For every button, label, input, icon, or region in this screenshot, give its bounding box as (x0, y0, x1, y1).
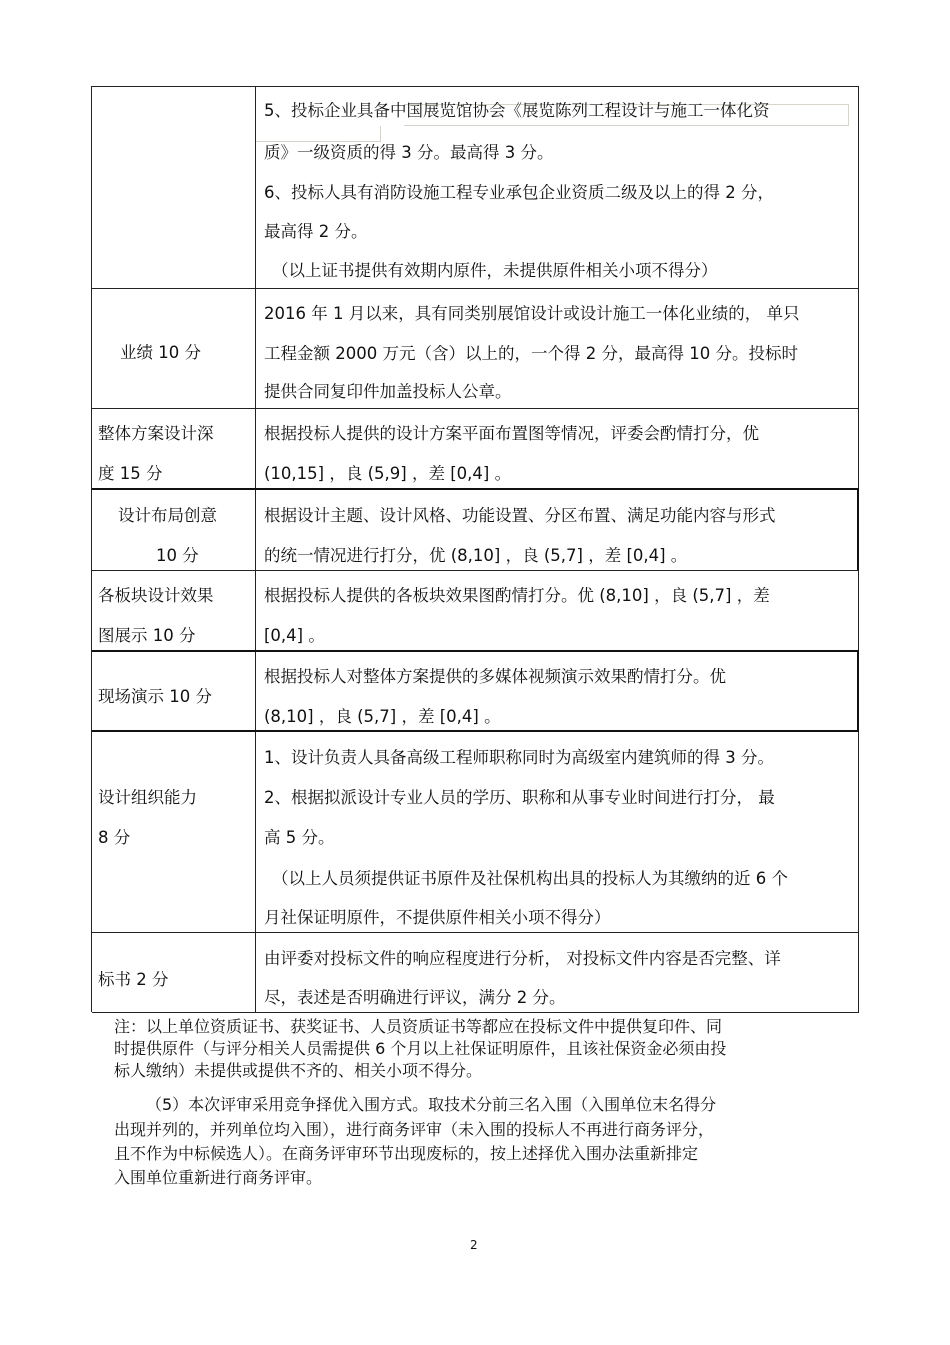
row-label: 整体方案设计深 (98, 424, 214, 443)
paragraph-line: 出现并列的，并列单位均入围），进行商务评审（未入围的投标人不再进行商务评分， (114, 1120, 715, 1139)
row-content-line: 2016 年 1 月以来，具有同类别展馆设计或设计施工一体化业绩的， 单只 (264, 304, 800, 323)
row-content-cell (256, 571, 859, 650)
row-label-cell (92, 289, 256, 408)
table-row (92, 571, 859, 652)
row-content-line: (8,10] ，良 (5,7] ，差 [0,4] 。 (264, 707, 501, 726)
paragraph-line: 入围单位重新进行商务评审。 (114, 1168, 323, 1187)
row-content-line: 5、投标企业具备中国展览馆协会《展览陈列工程设计与施工一体化资 (264, 101, 770, 120)
row-content-line: 根据投标人对整体方案提供的多媒体视频演示效果酌情打分。优 (264, 667, 726, 686)
row-content-line: 提供合同复印件加盖投标人公章。 (264, 382, 512, 401)
row-content-line: 的统一情况进行打分，优 (8,10] ，良 (5,7] ，差 [0,4] 。 (264, 546, 688, 565)
row-content-cell (256, 289, 859, 408)
row-content-line: 根据投标人提供的设计方案平面布置图等情况，评委会酌情打分，优 (264, 424, 759, 443)
note-line: 注：以上单位资质证书、获奖证书、人员资质证书等都应在投标文件中提供复印件、同 (114, 1017, 723, 1036)
row-content-line: 最高得 2 分。 (264, 222, 368, 241)
row-label: 图展示 10 分 (98, 626, 196, 645)
row-content-line: 质》一级资质的得 3 分。最高得 3 分。 (264, 143, 554, 162)
row-label-cell (92, 652, 256, 730)
page-number: 2 (470, 1238, 478, 1252)
row-label-cell (92, 87, 256, 288)
row-label: 10 分 (156, 546, 199, 565)
row-content-line: 工程金额 2000 万元（含）以上的，一个得 2 分，最高得 10 分。投标时 (264, 344, 798, 363)
row-label: 度 15 分 (98, 464, 163, 483)
table-row (92, 289, 859, 409)
row-content-line: 月社保证明原件，不提供原件相关小项不得分） (264, 908, 611, 927)
scoring-table (91, 86, 859, 1012)
row-label-cell (92, 409, 256, 488)
row-label-cell (92, 571, 256, 650)
row-content-line: 高 5 分。 (264, 828, 335, 847)
row-content-line: (10,15] ，良 (5,9] ，差 [0,4] 。 (264, 464, 512, 483)
row-content-cell (256, 652, 859, 730)
table-row (92, 490, 859, 571)
row-content-line: 1、设计负责人具备高级工程师职称同时为高级室内建筑师的得 3 分。 (264, 748, 774, 767)
paragraph-line: （5）本次评审采用竞争择优入围方式。取技术分前三名入围（入围单位末名得分 (146, 1095, 717, 1114)
highlight-frame (256, 126, 381, 142)
paragraph-line: 且不作为中标候选人）。在商务评审环节出现废标的，按上述择优入围办法重新排定 (114, 1144, 699, 1163)
row-label: 设计布局创意 (118, 506, 217, 525)
row-content-cell (256, 933, 859, 1012)
table-row (92, 87, 859, 289)
row-label: 标书 2 分 (98, 970, 169, 989)
row-content-line: （以上证书提供有效期内原件，未提供原件相关小项不得分） (272, 261, 718, 280)
row-content-cell (256, 87, 859, 288)
row-content-line: 根据设计主题、设计风格、功能设置、分区布置、满足功能内容与形式 (264, 506, 776, 525)
row-content-line: （以上人员须提供证书原件及社保机构出具的投标人为其缴纳的近 6 个 (272, 869, 788, 888)
row-label: 现场演示 10 分 (98, 687, 212, 706)
table-row (92, 652, 859, 732)
row-label-cell (92, 490, 256, 570)
row-content-line: [0,4] 。 (264, 626, 325, 645)
note-line: 时提供原件（与评分相关人员需提供 6 个月以上社保证明原件，且该社保资金必须由投 (114, 1039, 727, 1058)
row-content-line: 根据投标人提供的各板块效果图酌情打分。优 (8,10] ，良 (5,7] ，差 (264, 586, 770, 605)
row-content-line: 6、投标人具有消防设施工程专业承包企业资质二级及以上的得 2 分， (264, 183, 774, 202)
row-content-cell (256, 409, 859, 488)
row-label: 8 分 (98, 828, 131, 847)
table-row (92, 933, 859, 1013)
row-content-line: 尽，表述是否明确进行评议，满分 2 分。 (264, 988, 566, 1007)
row-content-line: 由评委对投标文件的响应程度进行分析， 对投标文件内容是否完整、详 (264, 949, 781, 968)
row-label: 业绩 10 分 (120, 343, 201, 362)
row-label: 各板块设计效果 (98, 586, 214, 605)
row-content-cell (256, 732, 859, 932)
row-content-cell (256, 490, 859, 570)
table-row (92, 732, 859, 933)
row-label: 设计组织能力 (98, 788, 197, 807)
table-row (92, 409, 859, 490)
row-content-line: 2、根据拟派设计专业人员的学历、职称和从事专业时间进行打分， 最 (264, 788, 775, 807)
note-line: 标人缴纳）未提供或提供不齐的、相关小项不得分。 (114, 1061, 483, 1080)
row-label-cell (92, 933, 256, 1012)
row-label-cell (92, 732, 256, 932)
